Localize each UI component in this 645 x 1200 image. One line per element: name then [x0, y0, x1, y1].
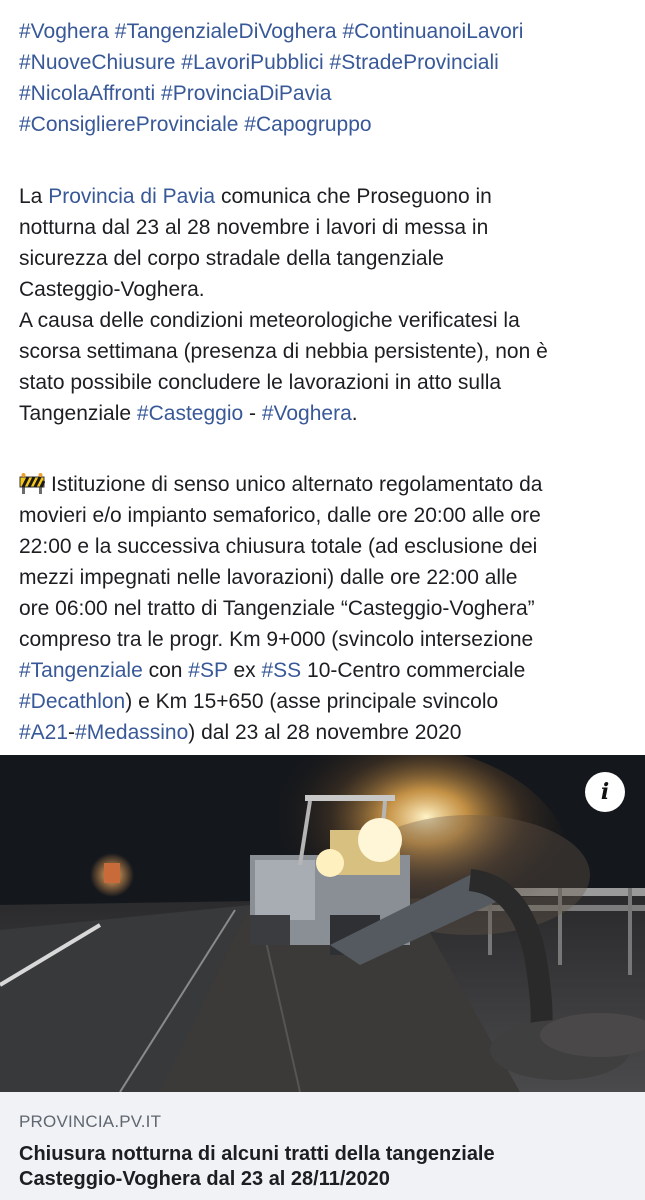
hashtag-line — [19, 16, 634, 47]
link-title-line: Casteggio-Voghera dal 23 al 28/11/2020 — [19, 1168, 390, 1190]
link-title-line: Chiusura notturna di alcuni tratti della tangenziale — [19, 1143, 495, 1165]
link-domain: PROVINCIA.PV.IT — [19, 1112, 162, 1131]
hashtag-link[interactable]: #NicolaAffronti — [19, 82, 156, 105]
post-body — [19, 0, 634, 748]
text-line: compreso tra le progr. Km 9+000 (svincolo intersezione — [19, 628, 534, 651]
text-run: comunica che Proseguono in — [215, 185, 492, 208]
hashtag-link[interactable]: #Voghera — [19, 20, 109, 43]
link-preview-card[interactable] — [0, 755, 645, 1200]
hashtag-link[interactable]: #Decathlon — [19, 690, 126, 713]
text-run: ) e Km 15+650 (asse principale svincolo — [125, 690, 499, 713]
info-icon[interactable]: i — [585, 772, 625, 812]
text-line — [19, 181, 634, 212]
text-line: stato possibile concludere le lavorazioni in atto sulla — [19, 371, 502, 394]
hashtag-line — [19, 78, 634, 109]
hashtag-link[interactable]: #ProvinciaDiPavia — [161, 82, 332, 105]
link-preview-footer[interactable] — [0, 1092, 645, 1200]
hashtag-line — [19, 109, 634, 140]
text-line: Casteggio-Voghera. — [19, 278, 205, 301]
paragraph-announcement — [19, 181, 634, 429]
text-line: notturna dal 23 al 28 novembre i lavori di messa in — [19, 216, 489, 239]
text-run: La — [19, 185, 49, 208]
hashtag-link[interactable]: #Voghera — [261, 402, 352, 425]
text-run: - — [243, 402, 262, 425]
link-preview-image[interactable] — [0, 755, 645, 1092]
text-line: ore 06:00 nel tratto di Tangenziale “Casteggio-Voghera” — [19, 597, 535, 620]
text-line — [19, 469, 634, 500]
hashtag-link[interactable]: #A21 — [19, 721, 69, 744]
hashtag-link[interactable]: #Medassino — [75, 721, 189, 744]
hashtag-link[interactable]: #ConsigliereProvinciale — [19, 113, 239, 136]
text-line — [19, 655, 634, 686]
text-line: A causa delle condizioni meteorologiche verificatesi la — [19, 309, 520, 332]
hashtag-block — [19, 16, 634, 140]
text-line — [19, 717, 634, 748]
paragraph-gap — [19, 140, 634, 181]
text-line: 22:00 e la successiva chiusura totale (ad esclusione dei — [19, 535, 538, 558]
text-run: con — [142, 659, 189, 682]
hashtag-link[interactable]: #Tangenziale — [19, 659, 143, 682]
text-line: sicurezza del corpo stradale della tangenziale — [19, 247, 444, 270]
hashtag-link[interactable]: #TangenzialeDiVoghera — [114, 20, 337, 43]
text-run: . — [351, 402, 358, 425]
hashtag-link[interactable]: #SS — [261, 659, 302, 682]
text-run: ex — [227, 659, 262, 682]
night-roadwork-photo — [0, 755, 645, 1092]
hashtag-link[interactable]: #ContinuanoiLavori — [342, 20, 524, 43]
text-line: movieri e/o impianto semaforico, dalle ore 20:00 alle ore — [19, 504, 541, 527]
text-run: Tangenziale — [19, 402, 137, 425]
text-run: 10-Centro commerciale — [301, 659, 526, 682]
paragraph-closure-details — [19, 469, 634, 748]
hashtag-link[interactable]: #Capogruppo — [244, 113, 372, 136]
text-line — [19, 686, 634, 717]
text-line — [19, 398, 634, 429]
construction-sign-icon — [19, 472, 45, 494]
text-run: - — [68, 721, 76, 744]
hashtag-line — [19, 47, 634, 78]
text-line: mezzi impegnati nelle lavorazioni) dalle ore 22:00 alle — [19, 566, 518, 589]
paragraph-gap — [19, 429, 634, 469]
hashtag-link[interactable]: #NuoveChiusure — [19, 51, 176, 74]
page-link-provincia[interactable]: Provincia di Pavia — [48, 185, 216, 208]
hashtag-link[interactable]: #StradeProvinciali — [329, 51, 499, 74]
hashtag-link[interactable]: #SP — [188, 659, 228, 682]
text-line: scorsa settimana (presenza di nebbia persistente), non è — [19, 340, 548, 363]
hashtag-link[interactable]: #LavoriPubblici — [181, 51, 324, 74]
link-title[interactable] — [19, 1142, 626, 1192]
text-run: ) dal 23 al 28 novembre 2020 — [188, 721, 462, 744]
hashtag-link[interactable]: #Casteggio — [136, 402, 244, 425]
text-run: Istituzione di senso unico alternato regolamentato da — [51, 473, 543, 496]
